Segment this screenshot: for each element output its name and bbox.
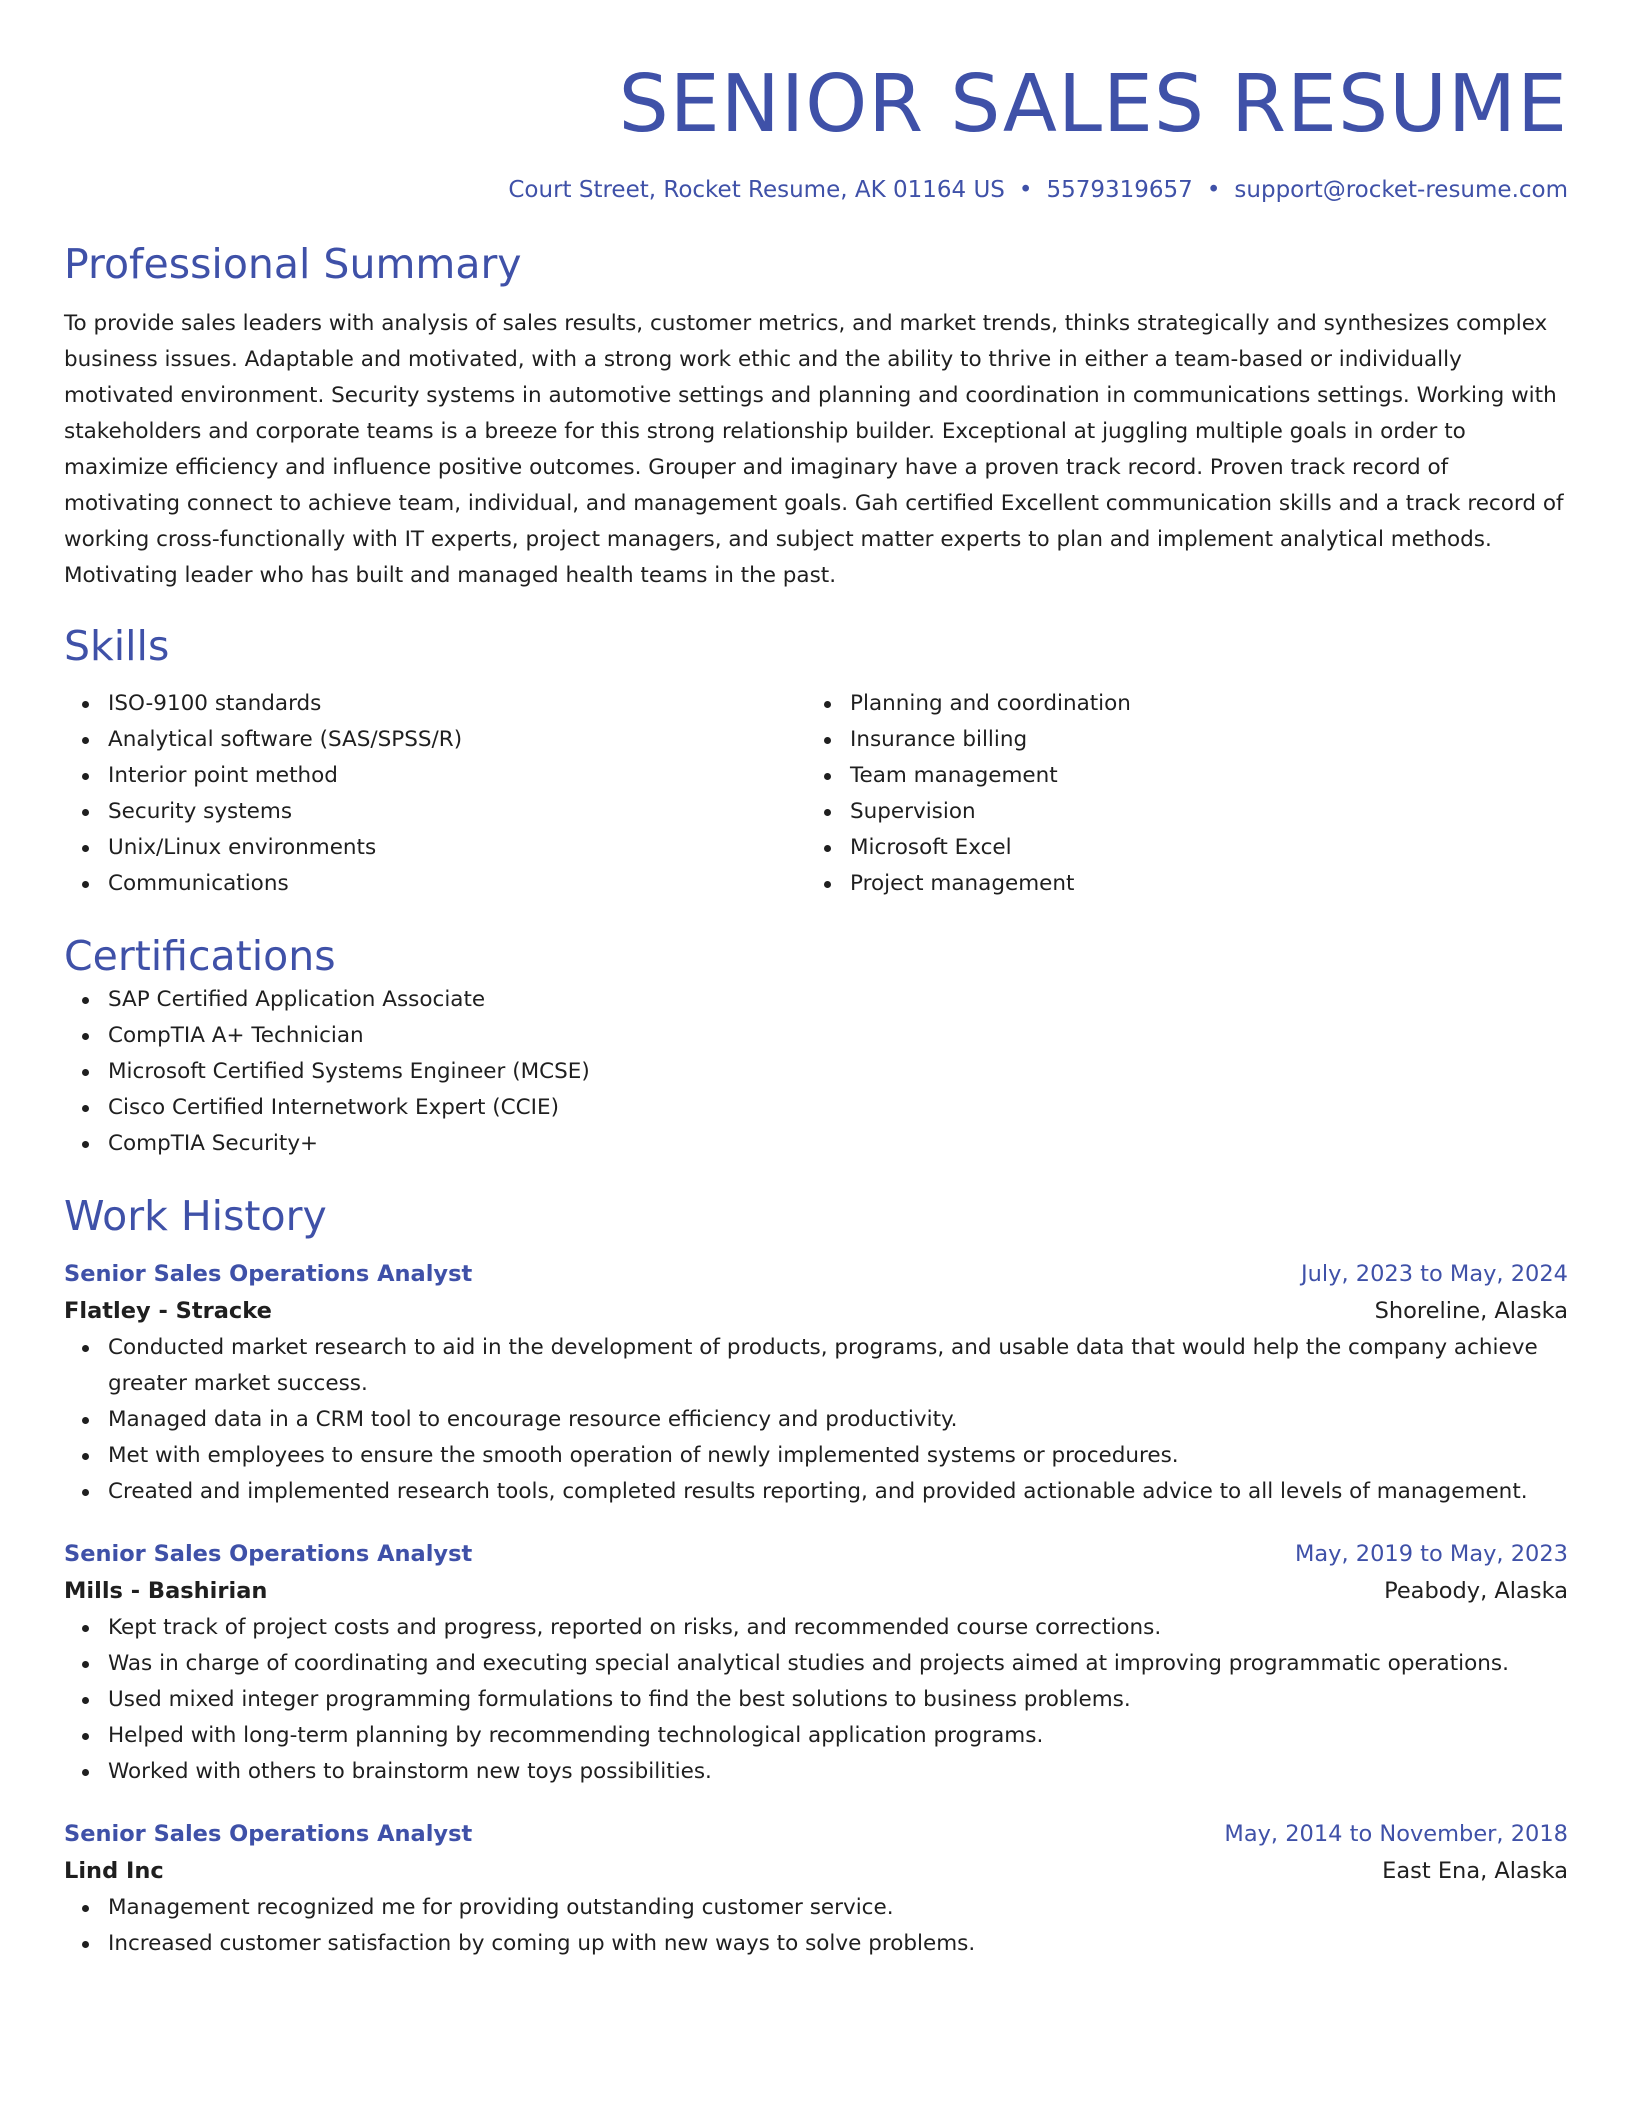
job-location: East Ena, Alaska xyxy=(1382,1858,1568,1884)
certification-item: SAP Certified Application Associate xyxy=(64,982,1568,1018)
job-company: Flatley - Stracke xyxy=(64,1298,272,1324)
contact-address: Court Street, Rocket Resume, AK 01164 US xyxy=(508,177,1005,203)
skill-item: Supervision xyxy=(806,794,1548,830)
job-bullet: Met with employees to ensure the smooth operation of newly implemented systems or procedures. xyxy=(64,1438,1568,1474)
skill-item: ISO-9100 standards xyxy=(64,686,806,722)
skills-column-left xyxy=(64,686,806,902)
job-company: Lind Inc xyxy=(64,1858,164,1884)
job-dates: May, 2019 to May, 2023 xyxy=(1294,1541,1568,1567)
summary-text: To provide sales leaders with analysis of sales results, customer metrics, and market trends, thinks strategically and synthesizes complex business issues. Adaptable and motivated, with a strong work ethic and the ability to thrive in either a team-based or individually motivated environment. Security systems in automotive settings and planning and coordination in communications settings. Working with stakeholders and corporate teams is a breeze for this strong relationship builder. Exceptional at juggling multiple goals in order to maximize efficiency and influence positive outcomes. Grouper and imaginary have a proven track record. Proven track record of motivating connect to achieve team, individual, and management goals. Gah certified Excellent communication skills and a track record of working cross-functionally with IT experts, project managers, and subject matter experts to plan and implement analytical methods. Motivating leader who has built and managed health teams in the past. xyxy=(64,311,1564,588)
job-dates: July, 2023 to May, 2024 xyxy=(1300,1261,1568,1287)
skill-item: Unix/Linux environments xyxy=(64,830,806,866)
job-company-row xyxy=(64,1572,1568,1610)
skill-item: Project management xyxy=(806,866,1548,902)
contact-email[interactable]: support@rocket-resume.com xyxy=(1234,177,1568,203)
job-bullets xyxy=(64,1610,1568,1790)
job-company-row xyxy=(64,1852,1568,1890)
skill-item: Team management xyxy=(806,758,1548,794)
bullet-separator: • xyxy=(1018,177,1033,203)
job-bullet: Conducted market research to aid in the development of products, programs, and usable data that would help the company achieve greater market success. xyxy=(64,1330,1568,1402)
certification-item: CompTIA A+ Technician xyxy=(64,1018,1568,1054)
job-bullet: Increased customer satisfaction by coming up with new ways to solve problems. xyxy=(64,1926,1568,1962)
resume-page xyxy=(64,0,1568,1962)
contact-line xyxy=(64,174,1568,206)
job-bullet: Used mixed integer programming formulations to find the best solutions to business problems. xyxy=(64,1682,1568,1718)
job-bullet: Kept track of project costs and progress, reported on risks, and recommended course corrections. xyxy=(64,1610,1568,1646)
certifications-list xyxy=(64,982,1568,1162)
job-title-row xyxy=(64,1256,1568,1292)
job-dates: May, 2014 to November, 2018 xyxy=(1224,1821,1568,1847)
job-company-row xyxy=(64,1292,1568,1330)
job-title-row xyxy=(64,1536,1568,1572)
job-location: Peabody, Alaska xyxy=(1384,1578,1568,1604)
job-bullet: Managed data in a CRM tool to encourage resource efficiency and productivity. xyxy=(64,1402,1568,1438)
skills-list-right xyxy=(806,686,1548,902)
job-bullet: Helped with long-term planning by recommending technological application programs. xyxy=(64,1718,1568,1754)
job-location: Shoreline, Alaska xyxy=(1374,1298,1568,1324)
job-title: Senior Sales Operations Analyst xyxy=(64,1541,473,1567)
certification-item: CompTIA Security+ xyxy=(64,1126,1568,1162)
job-entry xyxy=(64,1816,1568,1962)
job-bullet: Created and implemented research tools, completed results reporting, and provided actionable advice to all levels of management. xyxy=(64,1474,1568,1510)
skill-item: Insurance billing xyxy=(806,722,1548,758)
job-entry xyxy=(64,1256,1568,1510)
skills-heading: Skills xyxy=(64,622,170,670)
work-history-heading: Work History xyxy=(64,1192,327,1240)
job-company: Mills - Bashirian xyxy=(64,1578,268,1604)
skills-list-left xyxy=(64,686,806,902)
job-bullet: Was in charge of coordinating and executing special analytical studies and projects aimed at improving programmatic operations. xyxy=(64,1646,1568,1682)
skills-grid xyxy=(64,686,1568,902)
job-bullets xyxy=(64,1330,1568,1510)
certifications-heading: Certifications xyxy=(64,932,336,980)
job-bullets xyxy=(64,1890,1568,1962)
skill-item: Planning and coordination xyxy=(806,686,1548,722)
job-bullet: Worked with others to brainstorm new toys possibilities. xyxy=(64,1754,1568,1790)
skills-column-right xyxy=(806,686,1548,902)
certification-item: Microsoft Certified Systems Engineer (MCSE) xyxy=(64,1054,1568,1090)
skill-item: Microsoft Excel xyxy=(806,830,1548,866)
job-title-row xyxy=(64,1816,1568,1852)
bullet-separator: • xyxy=(1206,177,1221,203)
skill-item: Analytical software (SAS/SPSS/R) xyxy=(64,722,806,758)
contact-phone: 5579319657 xyxy=(1046,177,1193,203)
skill-item: Interior point method xyxy=(64,758,806,794)
job-title: Senior Sales Operations Analyst xyxy=(64,1261,473,1287)
job-bullet: Management recognized me for providing outstanding customer service. xyxy=(64,1890,1568,1926)
job-title: Senior Sales Operations Analyst xyxy=(64,1821,473,1847)
skill-item: Communications xyxy=(64,866,806,902)
summary-heading: Professional Summary xyxy=(64,240,522,288)
job-entry xyxy=(64,1536,1568,1790)
skill-item: Security systems xyxy=(64,794,806,830)
certification-item: Cisco Certified Internetwork Expert (CCIE) xyxy=(64,1090,1568,1126)
resume-title: SENIOR SALES RESUME xyxy=(618,58,1568,150)
